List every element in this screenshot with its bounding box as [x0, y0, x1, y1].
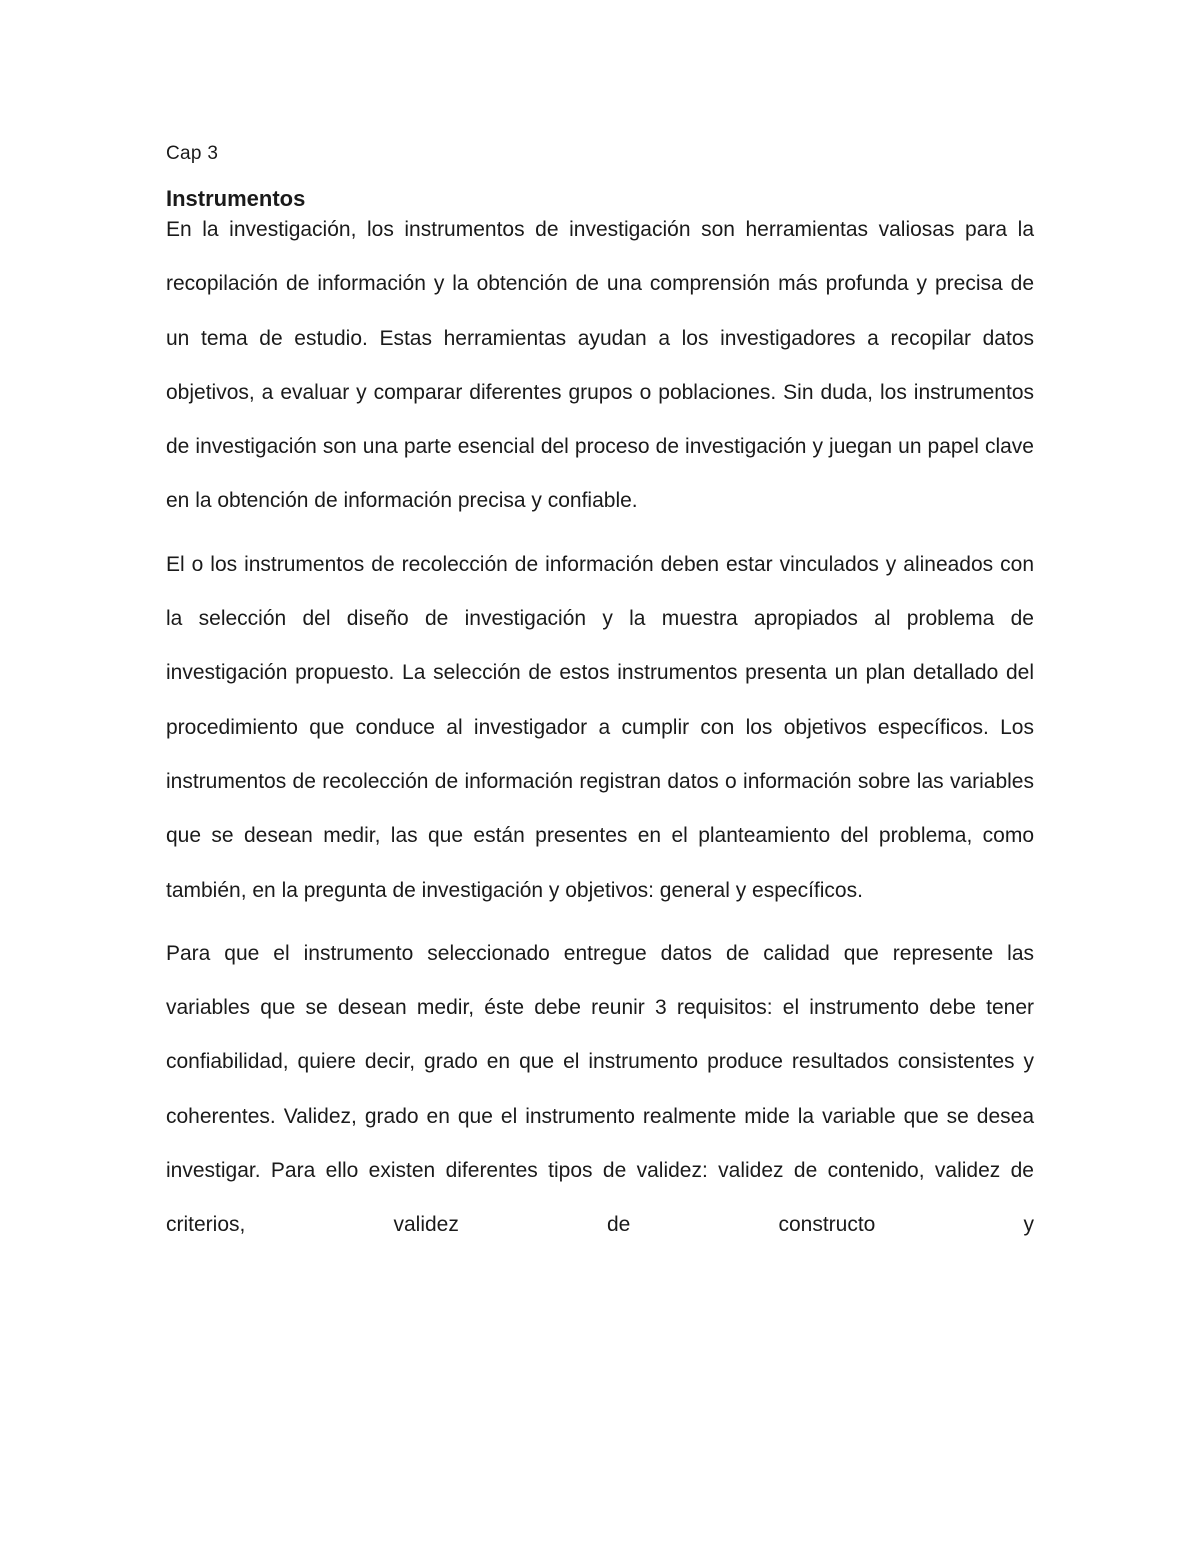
section-heading: Instrumentos [166, 186, 306, 211]
page-content [166, 140, 1034, 1253]
paragraph-3: Para que el instrumento seleccionado entregue datos de calidad que represente las variables que se desean medir, éste debe reunir 3 requisitos: el instrumento debe tener confiabilidad, quiere decir, grado en que el instrumento produce resultados consistentes y coherentes. Validez, grado en que el instrumento realmente mide la variable que se desea investigar. Para ello existen diferentes tipos de validez: validez de contenido, validez de criterios, validez de constructo y [166, 941, 1034, 1237]
chapter-label: Cap 3 [166, 143, 219, 164]
paragraph-1: En la investigación, los instrumentos de investigación son herramientas valiosas para la recopilación de información y la obtención de una comprensión más profunda y precisa de un tema de estudio. Estas herramientas ayudan a los investigadores a recopilar datos objetivos, a evaluar y comparar diferentes grupos o poblaciones. Sin duda, los instrumentos de investigación son una parte esencial del proceso de investigación y juegan un papel clave en la obtención de información precisa y confiable. [166, 218, 1034, 513]
paragraph-2: El o los instrumentos de recolección de información deben estar vinculados y alineados con la selección del diseño de investigación y la muestra apropiados al problema de investigación propuesto. La selección de estos instrumentos presenta un plan detallado del procedimiento que conduce al investigador a cumplir con los objetivos específicos. Los instrumentos de recolección de información registran datos o información sobre las variables que se desean medir, las que están presentes en el planteamiento del problema, como también, en la pregunta de investigación y objetivos: general y específicos. [166, 552, 1034, 902]
